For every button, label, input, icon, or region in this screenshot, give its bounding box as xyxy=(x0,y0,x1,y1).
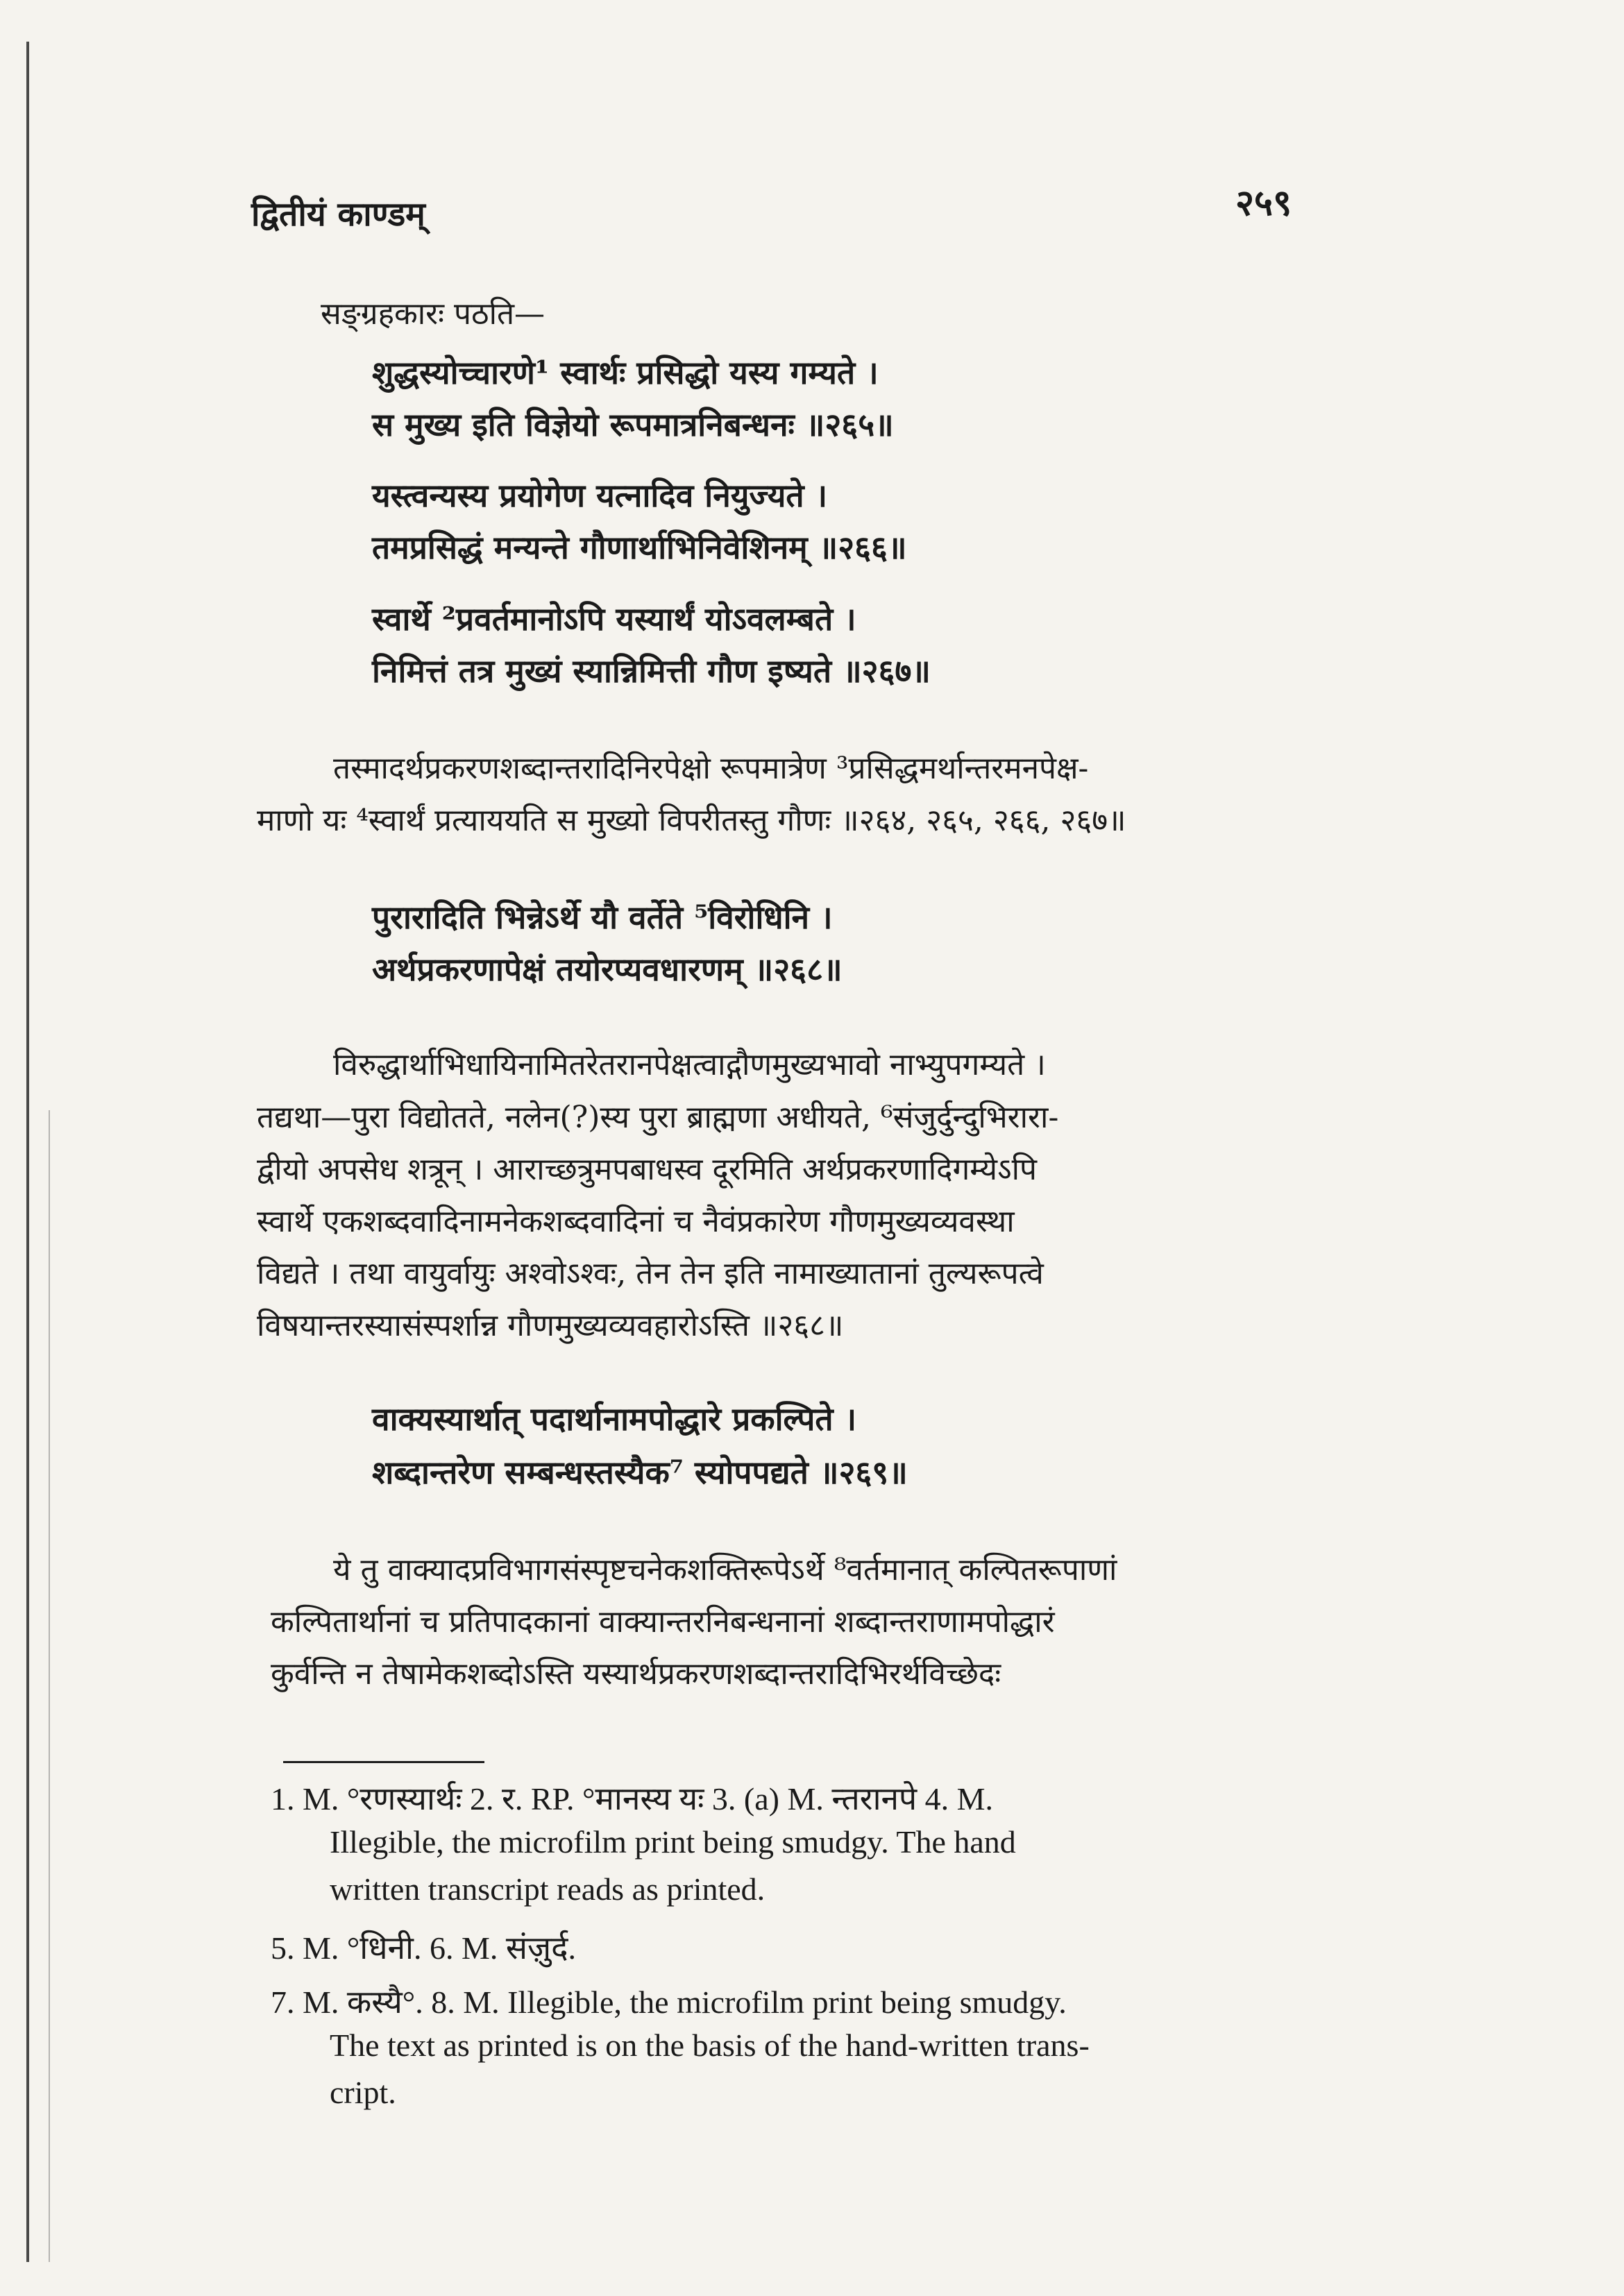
verse-line: स्वार्थे ²प्रवर्तमानोऽपि यस्यार्थं योऽवलम्बते । xyxy=(372,600,856,638)
verse-line: पुरारादिति भिन्नेऽर्थे यौ वर्तेते ⁵विरोधिनि । xyxy=(372,899,833,936)
footnote-line: The text as printed is on the basis of the hand-written trans- xyxy=(330,2027,1090,2063)
footnote-line: written transcript reads as printed. xyxy=(330,1871,766,1907)
verse-line: स मुख्य इति विज्ञेयो रूपमात्रनिबन्धनः ॥२६५॥ xyxy=(372,406,894,443)
verse-line: शब्दान्तरेण सम्बन्धस्तस्यैक⁷ स्योपपद्यते ॥२६९॥ xyxy=(372,1454,908,1491)
prose-line: विद्यते । तथा वायुर्वायुः अश्वोऽश्वः, तेन तेन इति नामाख्यातानां तुल्यरूपत्वे xyxy=(257,1256,1044,1291)
verse-line: अर्थप्रकरणापेक्षं तयोरप्यवधारणम् ॥२६८॥ xyxy=(372,951,843,988)
verse-line: यस्त्वन्यस्य प्रयोगेण यत्नादिव नियुज्यते । xyxy=(372,477,828,514)
footnote-rule xyxy=(283,1761,484,1763)
prose-line: तद्यथा—पुरा विद्योतते, नलेन(?)स्य पुरा ब्राह्मणा अधीयते, ⁶संजुर्दुन्दुभिरारा- xyxy=(257,1100,1059,1135)
footnote-line: cript. xyxy=(330,2075,396,2110)
prose-line: कुर्वन्ति न तेषामेकशब्दोऽस्ति यस्यार्थप्रकरणशब्दान्तरादिभिरर्थविच्छेदः xyxy=(271,1656,1001,1692)
binding-shadow xyxy=(49,1110,50,2262)
footnote-line: Illegible, the microfilm print being smudgy. The hand xyxy=(330,1824,1016,1860)
prose-line: द्वीयो अपसेध शत्रून् । आराच्छत्रुमपबाधस्व दूरमिति अर्थप्रकरणादिगम्येऽपि xyxy=(257,1152,1037,1187)
prose-line: विरुद्धार्थाभिधायिनामितरेतरानपेक्षत्वाद्गौणमुख्यभावो नाभ्युपगम्यते । xyxy=(333,1047,1046,1082)
verse-line: शुद्धस्योच्चारणे¹ स्वार्थः प्रसिद्धो यस्य गम्यते । xyxy=(372,354,879,391)
binding-edge xyxy=(26,42,29,2262)
prose-line: तस्मादर्थप्रकरणशब्दान्तरादिनिरपेक्षो रूपमात्रेण ³प्रसिद्धमर्थान्तरमनपेक्ष- xyxy=(333,751,1089,786)
prose-line: माणो यः ⁴स्वार्थं प्रत्याययति स मुख्यो विपरीतस्तु गौणः ॥२६४, २६५, २६६, २६७॥ xyxy=(257,803,1126,838)
footnote-line: 1. M. °रणस्यार्थः 2. र. RP. °मानस्य यः 3. (a) M. न्तरानपे 4. M. xyxy=(271,1781,994,1817)
page-number: २५९ xyxy=(1235,182,1292,224)
verse-line: तमप्रसिद्धं मन्यन्ते गौणार्थाभिनिवेशिनम् ॥२६६॥ xyxy=(372,529,907,566)
running-head-title: द्वितीयं काण्डम् xyxy=(251,195,425,234)
verse-line: निमित्तं तत्र मुख्यं स्यान्निमित्ती गौण इष्यते ॥२६७॥ xyxy=(372,652,931,690)
prose-line: स्वार्थे एकशब्दवादिनामनेकशब्दवादिनां च नैवंप्रकारेण गौणमुख्यव्यवस्था xyxy=(257,1204,1015,1239)
verse-line: वाक्यस्यार्थात् पदार्थानामपोद्धारे प्रकल्पिते । xyxy=(372,1400,857,1438)
footnote-line: 7. M. कस्यै°. 8. M. Illegible, the microfilm print being smudgy. xyxy=(271,1984,1067,2020)
intro-line: सङ्ग्रहकारः पठति— xyxy=(321,296,545,332)
prose-line: विषयान्तरस्यासंस्पर्शान्न गौणमुख्यव्यवहारोऽस्ति ॥२६८॥ xyxy=(257,1308,844,1343)
prose-line: ये तु वाक्यादप्रविभागसंस्पृष्टचनेकशक्तिरूपेऽर्थे ⁸वर्तमानात् कल्पितरूपाणां xyxy=(333,1552,1117,1588)
prose-line: कल्पितार्थानां च प्रतिपादकानां वाक्यान्तरनिबन्धनानां शब्दान्तराणामपोद्धारं xyxy=(271,1604,1055,1640)
footnote-line: 5. M. °धिनी. 6. M. संज़ुर्द. xyxy=(271,1930,577,1966)
